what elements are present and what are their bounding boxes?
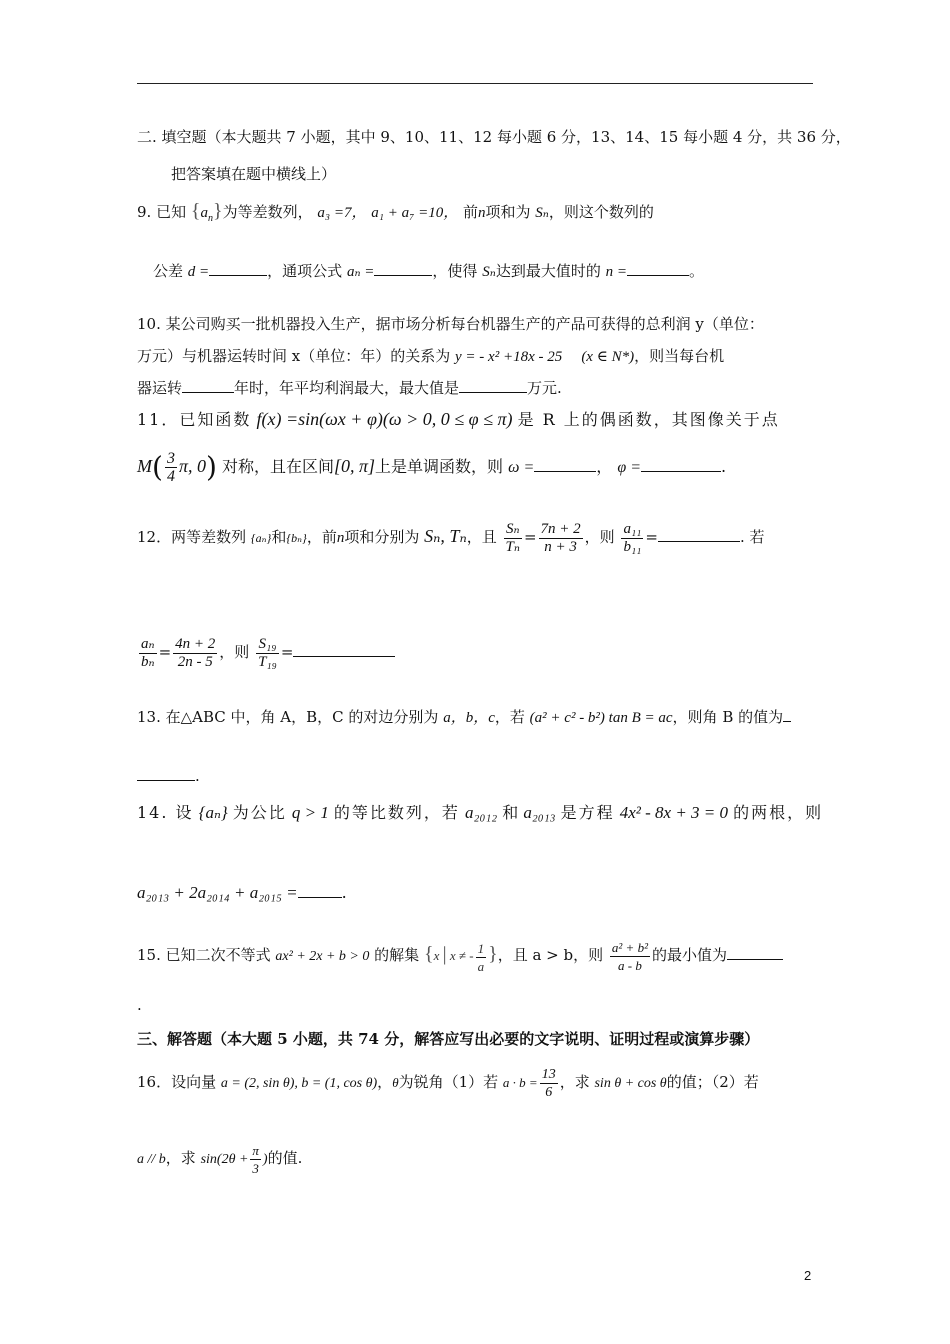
answer-blank[interactable] <box>627 261 689 276</box>
question-10-line1: 10. 某公司购买一批机器投入生产，据市场分析每台机器生产的产品可获得的总利润 y（单位： <box>137 315 764 333</box>
page-number: 2 <box>804 1268 812 1283</box>
answer-blank[interactable] <box>298 883 342 898</box>
answer-blank[interactable] <box>293 642 395 657</box>
question-10-line2: 万元）与机器运转时间 x（单位：年）的关系为 y = - x² +18x - 25 (x ∈ N*)，则当每台机 <box>137 347 725 365</box>
answer-blank[interactable] <box>658 527 740 542</box>
question-15-line2: . <box>137 996 142 1014</box>
section2-subtitle: 把答案填在题中横线上） <box>171 165 337 183</box>
question-9-line2: 公差 d = ，通项公式 aₙ = ，使得 Sₙ达到最大值时的 n = 。 <box>153 262 704 280</box>
question-11-line2: M( $\frac{3}{4}$ π, 0) 对称，且在区间[0, π]上是单调函数，则 ω = ， φ = . <box>137 450 727 485</box>
answer-blank[interactable] <box>374 261 432 276</box>
question-16-line1: 16．设向量 a = (2, sin θ), b = (1, cos θ)，θ为锐角（1）若 a · b = $\frac{13}{6}$ ，求 sin θ + cos θ的值；（2）若 <box>137 1066 759 1100</box>
answer-blank[interactable] <box>727 945 783 960</box>
section3-title: 三、解答题（本大题 5 小题，共 74 分，解答应写出必要的文字说明、证明过程或演算步骤） <box>137 1030 760 1048</box>
answer-blank[interactable] <box>783 707 791 722</box>
question-11-line1: 11．已知函数 f(x) =sin(ωx + φ)(ω > 0, 0 ≤ φ ≤ π) 是 R 上的偶函数，其图像关于点 <box>137 409 780 429</box>
section2-title: 二. 填空题（本大题共 7 小题，其中 9、10、11、12 每小题 6 分，13、14、15 每小题 4 分，共 36 分， <box>137 128 851 146</box>
answer-blank[interactable] <box>209 261 267 276</box>
question-16-line2: a // b，求 sin(2θ + $\frac{\pi}{3}$ )的值. <box>137 1142 303 1176</box>
question-10-line3: 器运转 年时，年平均利润最大，最大值是 万元. <box>137 379 562 397</box>
question-12-line2: $\frac{\text{aₙ}}{\text{bₙ}}$ = $\frac{4n + 2}{2n - 5}$ ，则 $\frac{\text{S₁₉}}{\text{T₁₉}}$ = <box>137 630 395 674</box>
question-14-line2: a₂₀₁₃ + 2a₂₀₁₄ + a₂₀₁₅ = . <box>137 883 347 902</box>
question-12-line1: 12．两等差数列 {aₙ}和{bₙ}，前n项和分别为 Sₙ, Tₙ，且 $\frac{\text{Sₙ}}{\text{Tₙ}}$ = $\frac{7n + 2}{n + 3}$ ，则 $\frac{\text{a₁₁}}{\text{b₁₁}}$ = . 若 <box>137 520 765 555</box>
question-13-line1: 13. 在△ABC 中，角 A，B，C 的对边分别为 a，b，c，若 (a² + c² - b²) tan B = ac，则角 B 的值为 <box>137 706 791 729</box>
answer-blank[interactable] <box>459 378 527 393</box>
header-rule <box>137 83 813 84</box>
question-9-line1: 9. 已知 $\{a_n\}$为等差数列， a₃ =7， a₁ + a₇ =10， 前n项和为 Sₙ，则这个数列的 <box>137 200 654 224</box>
answer-blank[interactable] <box>182 378 234 393</box>
answer-blank[interactable] <box>641 457 721 472</box>
answer-blank[interactable] <box>137 766 195 781</box>
question-13-line2: . <box>137 765 200 787</box>
answer-blank[interactable] <box>534 457 596 472</box>
question-15-line1: 15. 已知二次不等式 ax² + 2x + b > 0 的解集 {x | x ≠ - $\frac{1}{a}$ }，且 a > b，则 $\frac{\text{a² + b²}}{a - b}$ 的最小值为 <box>137 934 783 977</box>
question-14-line1: 14. 设 {aₙ} 为公比 q > 1 的等比数列，若 a₂₀₁₂ 和 a₂₀₁₃ 是方程 4x² - 8x + 3 = 0 的两根，则 <box>137 803 824 822</box>
